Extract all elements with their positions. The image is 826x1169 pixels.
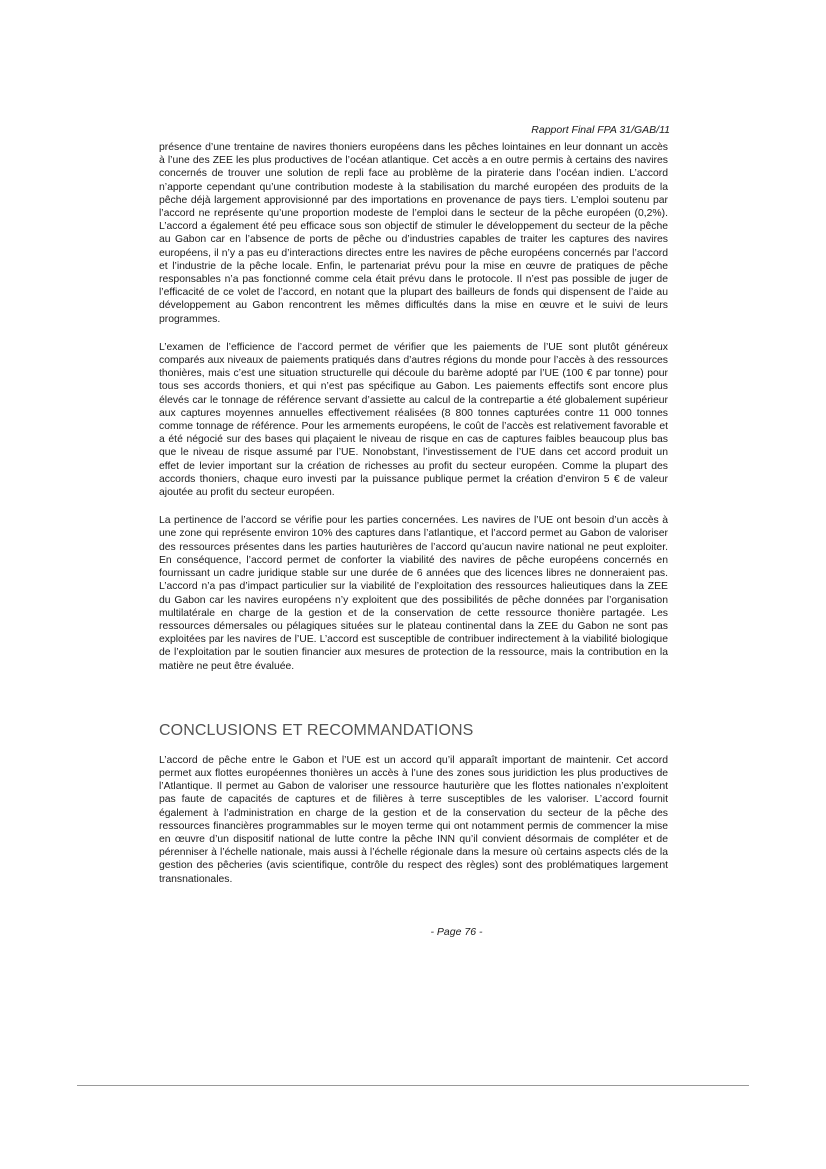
paragraph-effectiveness: présence d’une trentaine de navires thoniers européens dans les pêches lointaines en leur donnant un accès à l’une des ZEE les plus productives de l’océan atlantique. Cet accès a en outre permis à certains des navires concernés de trouver une solution de repli face au problème de la piraterie dans l’océan indien. L’accord n’apporte cependant qu’une contribution modeste à la stabilisation du marché européen des produits de la pêche déjà largement approvisionné par des importations en provenance de pays tiers. L’emploi soutenu par l’accord ne représente qu’une proportion modeste de l’emploi dans le secteur de la pêche européen (0,2%). L’accord a également été peu efficace sous son objectif de stimuler le développement du secteur de la pêche au Gabon car en l’absence de ports de pêche ou d’industries capables de traiter les captures des navires européens, il n’y a pas eu d’interactions directes entre les navires de pêche européens concernés par l’accord et l’industrie de la pêche locale. Enfin, le partenariat prévu pour la mise en œuvre de pratiques de pêche responsables n’a pas fonctionné comme cela était prévu dans le protocole. Il n’est pas possible de juger de l’efficacité de ce volet de l’accord, en notant que la plupart des bailleurs de fonds qui dispensent de l’aide au développement au Gabon rencontrent les mêmes difficultés dans la mise en œuvre et le suivi de leurs programmes. bbox=[159, 142, 668, 325]
document-body bbox=[159, 141, 668, 901]
paragraph-relevance: La pertinence de l’accord se vérifie pour les parties concernées. Les navires de l’UE ont besoin d’un accès à une zone qui représente environ 10% des captures dans l’atlantique, et l’accord permet au Gabon de valoriser des ressources présentes dans les parties hauturières de l’accord qu’aucun navire national ne peut exploiter. En conséquence, l’accord permet de conforter la viabilité des navires de pêche européens concernés en fournissant un cadre juridique stable sur une durée de 6 années que des licences libres ne donneraient pas. L’accord n’a pas d’impact particulier sur la viabilité de l’exploitation des ressources halieutiques dans la ZEE du Gabon car les navires européens n’y exploitent que des possibilités de pêche données par l’organisation multilatérale en charge de la gestion et de la conservation de cette ressource thonière partagée. Les ressources démersales ou pélagiques situées sur le plateau continental dans la ZEE du Gabon ne sont pas exploitées par les navires de l’UE. L’accord est susceptible de contribuer indirectement à la viabilité biologique de l’exploitation par le soutien financier aux mesures de protection de la ressource, mais la contribution en la matière ne peut être évaluée. bbox=[159, 515, 668, 672]
footer-divider bbox=[77, 1085, 749, 1086]
report-reference: Rapport Final FPA 31/GAB/11 bbox=[531, 124, 670, 136]
paragraph-conclusions: L’accord de pêche entre le Gabon et l’UE est un accord qu’il apparaît important de maintenir. Cet accord permet aux flottes européennes thonières un accès à l’une des zones sous juridiction les plus productives de l’Atlantique. Il permet au Gabon de valoriser une ressource hauturière que les flottes nationales n’exploitent pas faute de capacités de captures et de filières à terre susceptibles de les valoriser. L’accord fournit également à l’administration en charge de la gestion et de la conservation du secteur de la pêche des ressources financières programmables sur le moyen terme qui ont notamment permis de commencer la mise en œuvre d’un dispositif national de lutte contre la pêche INN qu’il convient désormais de compléter et de pérenniser à l’échelle nationale, mais aussi à l’échelle régionale dans la mesure où certains aspects clés de la gestion des pêcheries (avis scientifique, contrôle du respect des règles) sont des problématiques largement transnationales. bbox=[159, 754, 668, 885]
section-heading-conclusions: CONCLUSIONS ET RECOMMANDATIONS bbox=[159, 721, 474, 739]
paragraph-efficiency: L’examen de l’efficience de l’accord permet de vérifier que les paiements de l’UE sont plutôt généreux comparés aux niveaux de paiements pratiqués dans d’autres régions du monde pour l’accès à des ressources thonières, mais c’est une situation structurelle qui découle du barème adopté par l’UE (100 € par tonne) pour tous ses accords thoniers, et qui n’est pas spécifique au Gabon. Les paiements effectifs sont encore plus élevés car le tonnage de référence servant d’assiette au calcul de la contrepartie a été globalement supérieur aux captures moyennes annuelles effectivement réalisées (8 800 tonnes capturées contre 11 000 tonnes comme tonnage de référence. Pour les armements européens, le coût de l’accès est relativement favorable et a été négocié sur des bases qui plaçaient le niveau de risque en cas de captures faibles beaucoup plus bas que le niveau de risque assumé par l’UE. Nonobstant, l’investissement de l’UE dans cet accord produit un effet de levier important sur la création de richesses au profit du secteur européen. Comme la plupart des accords thoniers, chaque euro investi par la puissance publique permet la création d’environ 5 € de valeur ajoutée au profit du secteur européen. bbox=[159, 341, 668, 499]
page-number: - Page 76 - bbox=[430, 926, 483, 938]
